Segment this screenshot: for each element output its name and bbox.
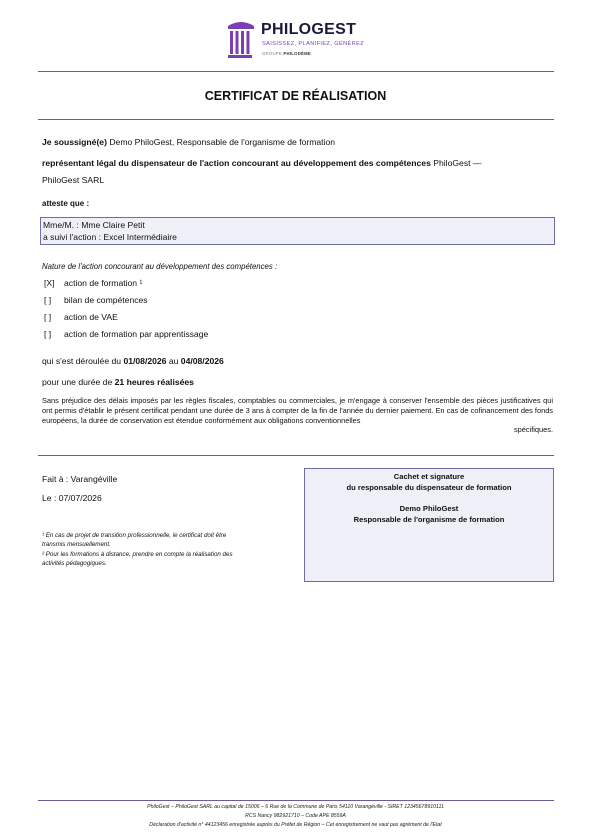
checkbox-apprentissage	[44, 329, 209, 339]
checkbox-bilan	[44, 295, 148, 305]
period-start: 01/08/2026	[123, 356, 167, 366]
declarant-line	[42, 137, 335, 148]
title-divider	[38, 119, 554, 120]
legal-text-end: spécifiques.	[513, 425, 553, 435]
logo-name: PHILOGEST	[261, 21, 357, 38]
checkbox-label: bilan de compétences	[64, 295, 148, 305]
logo-tagline: SAISISSEZ, PLANIFIEZ, GÉNÉREZ	[262, 41, 365, 47]
stamp-line-4: Responsable de l'organisme de formation	[353, 515, 505, 524]
philogest-logo	[226, 20, 376, 60]
duration-value: 21 heures réalisées	[114, 377, 194, 387]
representative-line	[42, 158, 482, 169]
checkbox-mark: [X]	[44, 278, 55, 288]
footer-line-3: Déclaration d'activité n° 44123456 enregistrée auprès du Préfet de Région – Cet enregistrement ne vaut pas agrément de l'Etat	[149, 822, 442, 828]
logo-group	[262, 51, 311, 56]
period-end: 04/08/2026	[180, 356, 224, 366]
signature-divider	[38, 455, 554, 456]
header-divider	[38, 71, 554, 72]
checkbox-vae	[44, 312, 118, 322]
checkbox-formation	[44, 278, 143, 288]
checkbox-label: action de formation ¹	[64, 278, 143, 288]
attests-label: atteste que :	[42, 199, 90, 208]
stamp-line-2: du responsable du dispensateur de formation	[346, 483, 512, 492]
stamp-line-1: Cachet et signature	[393, 472, 465, 481]
trainee-box	[40, 217, 555, 245]
period-line	[42, 356, 224, 367]
representative-prefix: représentant légal du dispensateur de l'action concourant au développement des compétences	[42, 158, 431, 168]
pillar-logo-icon	[226, 20, 256, 60]
nature-heading: Nature de l'action concourant au développement des compétences :	[42, 262, 278, 271]
footnote-2b: activités pédagogiques.	[42, 560, 107, 567]
footnote-2a: ² Pour les formations à distance, prendre en compte la réalisation des	[42, 551, 233, 558]
footer-line-2: RCS Nancy 982921710 – Code APE 8559A	[245, 813, 346, 819]
checkbox-label: action de formation par apprentissage	[64, 329, 209, 339]
legal-text: Sans préjudice des délais imposés par les règles fiscales, comptables ou commerciales, je m'engage à conserver l'ensemble des pièces justificatives qui ont permis d'établir le présent certificat pendant une durée de 3 ans à compter de la fin de l'année du dernier paiement. En cas de cofinancement des fonds européens, la durée de conservation est étendue conformément aux obligations conventionnelles	[42, 396, 553, 425]
checkbox-mark: [ ]	[44, 295, 52, 305]
document-title: CERTIFICAT DE RÉALISATION	[204, 89, 387, 103]
checkbox-mark: [ ]	[44, 329, 52, 339]
trainee-name: Mme/M. : Mme Claire Petit	[43, 220, 145, 230]
logo-group-prefix: GROUPE	[262, 51, 282, 56]
footer-line-1: PhiloGest – PhiloGest SARL au capital de 15006 – 6 Rue de la Commune de Paris 54110 Varangéville - SIRET 12345678910111	[147, 804, 444, 810]
stamp-line-3: Demo PhiloGest	[399, 504, 459, 513]
logo-group-name: PHILODÈME	[283, 51, 312, 56]
declarant-prefix: Je soussigné(e)	[42, 137, 107, 147]
date: Le : 07/07/2026	[42, 493, 102, 503]
period-prefix: qui s'est déroulée du	[42, 356, 124, 366]
footnote-1a: ¹ En cas de projet de transition professionnelle, le certificat doit être	[42, 532, 227, 539]
duration-prefix: pour une durée de	[42, 377, 115, 387]
duration-line	[42, 377, 194, 388]
place: Fait à : Varangéville	[42, 474, 118, 484]
representative-org-name: PhiloGest SARL	[42, 175, 105, 185]
trainee-course: a suivi l'action : Excel Intermédiaire	[43, 232, 177, 242]
declarant-text: Demo PhiloGest, Responsable de l'organisme de formation	[106, 137, 336, 147]
footer-divider	[38, 800, 554, 801]
representative-org: PhiloGest —	[430, 158, 482, 168]
checkbox-mark: [ ]	[44, 312, 52, 322]
checkbox-label: action de VAE	[64, 312, 118, 322]
legal-paragraph	[42, 396, 553, 435]
footnote-1b: transmis mensuellement.	[42, 541, 111, 548]
period-middle: au	[166, 356, 181, 366]
signature-stamp-box	[304, 468, 554, 582]
